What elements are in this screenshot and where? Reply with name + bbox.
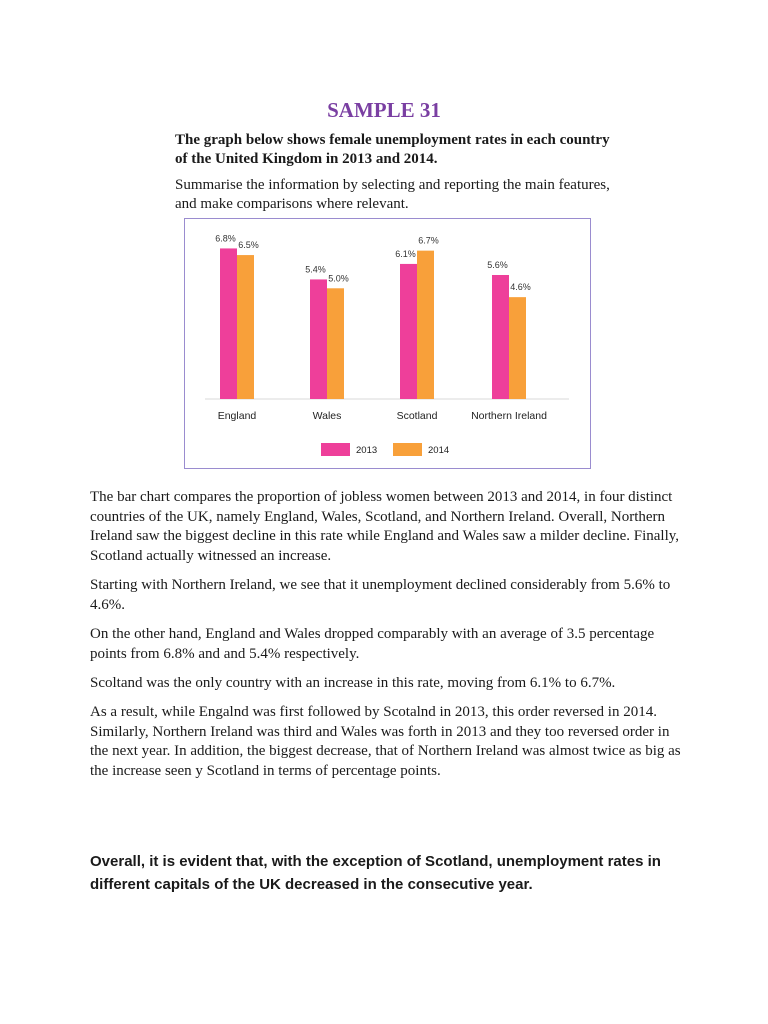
task-instruction: Summarise the information by selecting and reporting the main features, and make comparisons where relevant.: [175, 177, 610, 212]
category-label: Northern Ireland: [471, 410, 547, 422]
essay-paragraph-2: Starting with Northern Ireland, we see that it unemployment declined considerably from 5.6% to 4.6%.: [90, 577, 671, 613]
essay-paragraph-4: Scoltand was the only country with an increase in this rate, moving from 6.1% to 6.7%.: [90, 675, 616, 691]
legend-swatch-2013: [321, 443, 350, 456]
bar-scotland-2014: [417, 251, 434, 399]
task-prompt: The graph below shows female unemployment rates in each country of the United Kingdom in 2013 and 2014.: [175, 132, 610, 167]
bar-wales-2013: [310, 279, 327, 399]
bar-scotland-2013: [400, 264, 417, 399]
bar-england-2013: [220, 248, 237, 399]
legend-label: 2014: [428, 445, 450, 456]
conclusion-paragraph: Overall, it is evident that, with the exception of Scotland, unemployment rates in different capitals of the UK decreased in the consecutive year.: [90, 853, 661, 893]
legend-swatch-2014: [393, 443, 422, 456]
essay-paragraph-5: As a result, while Engalnd was first followed by Scotalnd in 2013, this order reversed in 2014. Similarly, Northern Ireland was third and Wales was forth in 2013 and they too reversed order in the next year. In addition, the biggest decrease, that of Northern Ireland was almost twice as big as the increase seen y Scotland in terms of percentage points.: [90, 704, 681, 779]
bar-chart: [184, 218, 591, 469]
legend-label: 2013: [356, 445, 378, 456]
data-label: 6.5%: [238, 240, 259, 251]
category-label: Wales: [312, 410, 342, 422]
data-label: 5.4%: [305, 264, 326, 275]
category-label: Scotland: [396, 410, 438, 422]
data-label: 6.8%: [215, 233, 236, 244]
bar-england-2014: [237, 255, 254, 399]
data-label: 5.6%: [487, 260, 508, 270]
page-title: SAMPLE 31: [327, 98, 441, 122]
data-label: 6.7%: [418, 235, 439, 246]
bar-chart-svg: [185, 219, 589, 467]
data-label: 6.1%: [395, 248, 416, 259]
data-label: 4.6%: [510, 282, 531, 293]
category-label: England: [217, 410, 257, 422]
data-label: 5.0%: [328, 273, 349, 284]
essay-paragraph-3: On the other hand, England and Wales dropped comparably with an average of 3.5 percentage points from 6.8% and and 5.4% respectively.: [90, 626, 655, 662]
bar-northern-ireland-2013: [492, 275, 509, 399]
bar-wales-2014: [327, 288, 344, 399]
essay-paragraph-1: The bar chart compares the proportion of jobless women between 2013 and 2014, in four distinct countries of the UK, namely England, Wales, Scotland, and Northern Ireland. Overall, Northern Ireland saw the biggest decline in this rate while England and Wales saw a milder decline. Finally, Scotland actually witnessed an increase.: [90, 489, 680, 564]
bar-northern-ireland-2014: [509, 297, 526, 399]
